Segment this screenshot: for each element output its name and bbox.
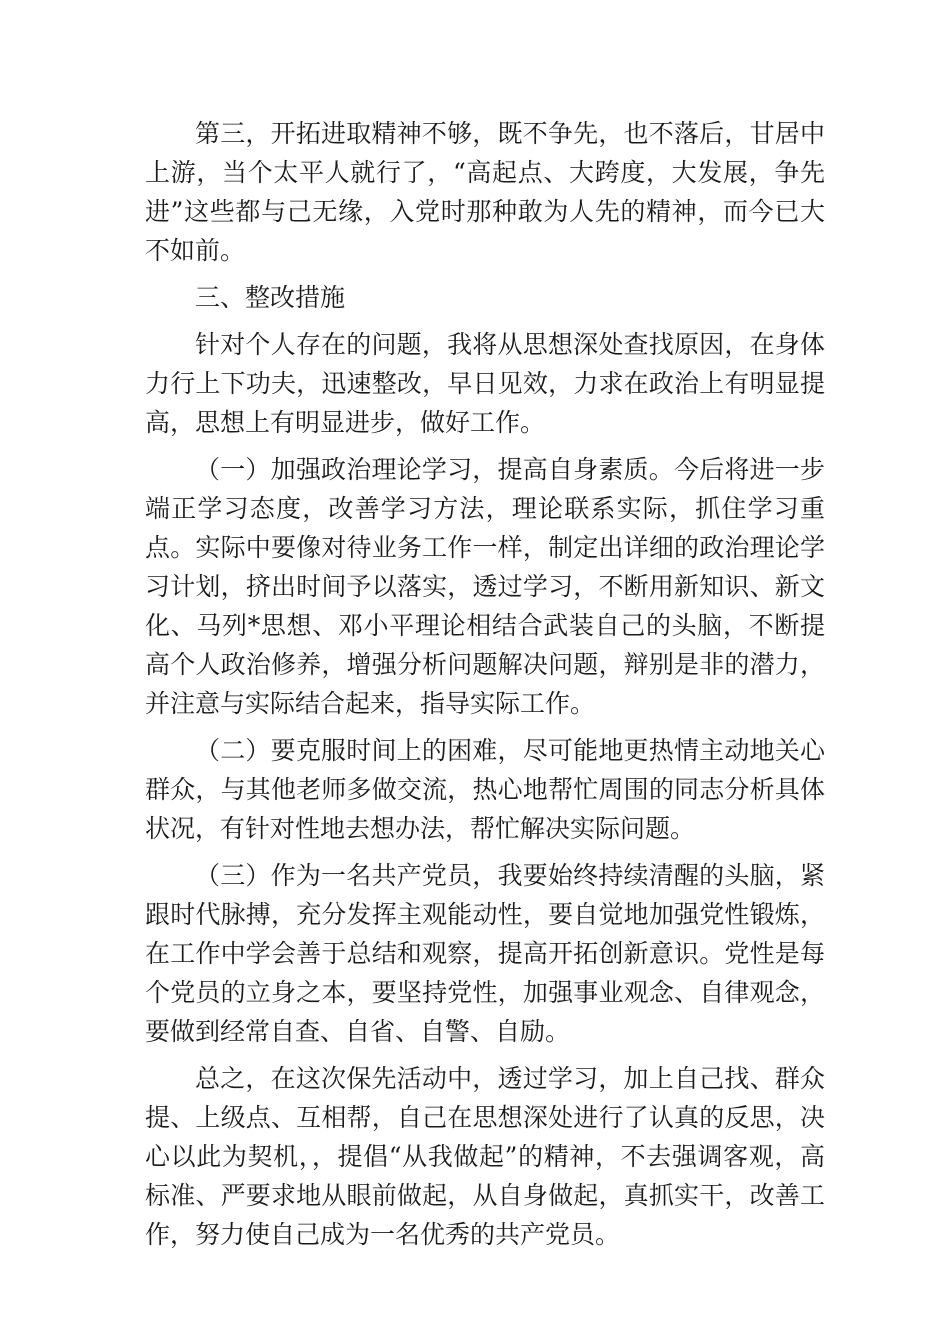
- section-heading-rectification: 三、整改措施: [195, 283, 346, 312]
- document-body: [145, 114, 825, 1262]
- paragraph-intro-rectification: 针对个人存在的问题，我将从思想深处查找原因，在身体力行上下功夫，迅速整改，早日见效，力求在政治上有明显提高，思想上有明显进步，做好工作。: [145, 330, 825, 437]
- paragraph-measure-2: （二）要克服时间上的困难，尽可能地更热情主动地关心群众，与其他老师多做交流，热心地帮忙周围的同志分析具体状况，有针对性地去想办法，帮忙解决实际问题。: [145, 736, 825, 843]
- paragraph-conclusion: 总之，在这次保先活动中，透过学习，加上自己找、群众提、上级点、互相帮，自己在思想深处进行了认真的反思，决心以此为契机，，提倡“从我做起”的精神，不去强调客观，高标准、严要求地从眼前做起，从自身做起，真抓实干，改善工作，努力使自己成为一名优秀的共产党员。: [145, 1064, 825, 1249]
- paragraph-third-point: 第三，开拓进取精神不够，既不争先，也不落后，甘居中上游，当个太平人就行了，“高起点、大跨度，大发展，争先进”这些都与己无缘，入党时那种敢为人先的精神，而今已大不如前。: [145, 119, 825, 265]
- paragraph-measure-1: （一）加强政治理论学习，提高自身素质。今后将进一步端正学习态度，改善学习方法，理论联系实际，抓住学习重点。实际中要像对待业务工作一样，制定出详细的政治理论学习计划，挤出时间予以落实，透过学习，不断用新知识、新文化、马列*思想、邓小平理论相结合武装自己的头脑，不断提高个人政治修养，增强分析问题解决问题，辩别是非的潜力，并注意与实际结合起来，指导实际工作。: [145, 455, 825, 718]
- paragraph-measure-3: （三）作为一名共产党员，我要始终持续清醒的头脑，紧跟时代脉搏，充分发挥主观能动性，要自觉地加强党性锻炼，在工作中学会善于总结和观察，提高开拓创新意识。党性是每个党员的立身之本，要坚持党性，加强事业观念、自律观念，要做到经常自查、自省、自警、自励。: [145, 861, 825, 1046]
